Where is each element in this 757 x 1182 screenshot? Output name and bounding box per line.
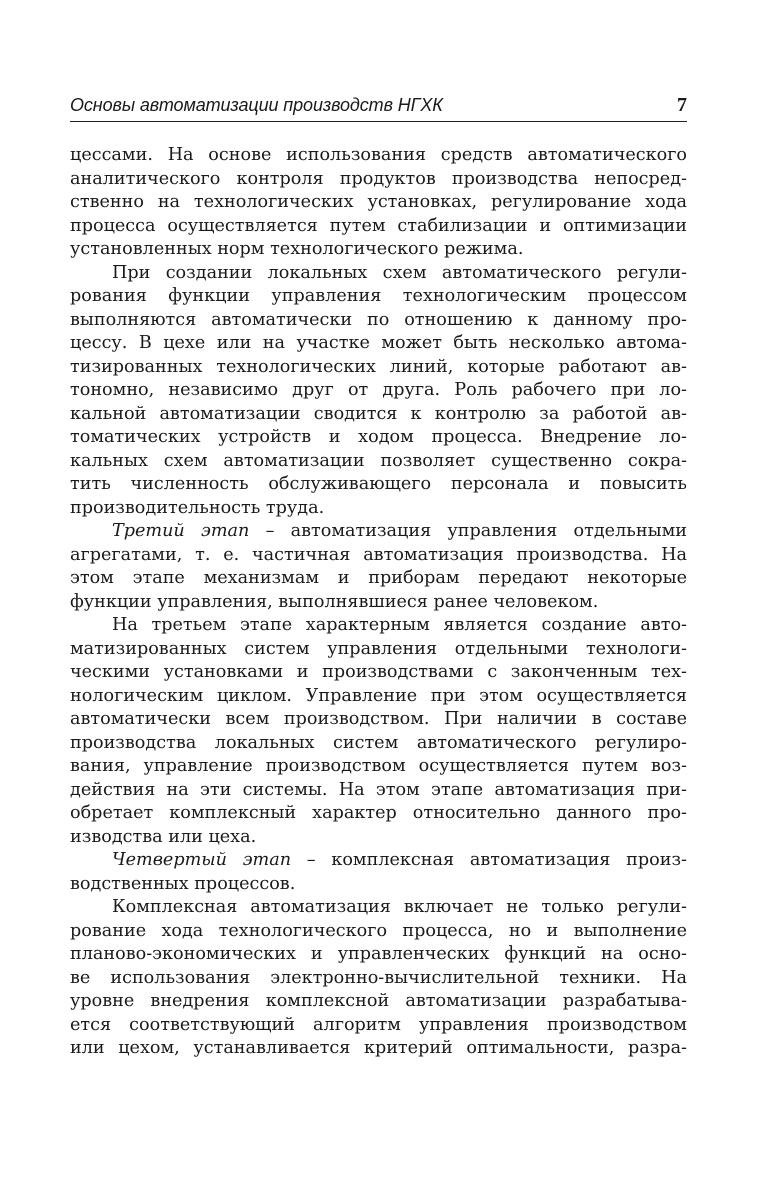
text-line: цессу. В цехе или на участке может быть несколько автома-	[70, 333, 687, 353]
text-line: вания, управление производством осуществляется путем воз-	[70, 756, 687, 776]
text-line: томатических устройств и ходом процесса. Внедрение ло-	[70, 427, 687, 447]
body-text	[70, 144, 687, 1061]
text-line: нологическим циклом. Управление при этом осуществляется	[70, 685, 687, 706]
running-title: Основы автоматизации производств НГХК	[70, 95, 443, 115]
text-line: изводства или цеха.	[70, 826, 257, 847]
stage-term: Четвертый этап	[112, 850, 292, 870]
text-line: рование хода технологического процесса, но и выполнение	[70, 920, 687, 941]
text-fragment: – комплексная автоматизация произ-	[291, 850, 687, 870]
text-line: тономно, независимо друг от друга. Роль рабочего при ло-	[70, 380, 687, 400]
page-number: 7	[677, 94, 687, 116]
text-line: Комплексная автоматизация включает не только регули-	[112, 897, 687, 917]
text-line: действия на эти системы. На этом этапе автоматизация при-	[70, 779, 687, 800]
text-line: аналитического контроля продуктов производства непосред-	[70, 168, 687, 189]
text-line	[70, 520, 687, 544]
text-line: матизированных систем управления отдельными технологи-	[70, 638, 687, 659]
paragraph	[70, 849, 687, 896]
text-line: цессами. На основе использования средств автоматического	[70, 145, 687, 165]
text-line: ственно на технологических установках, регулирование хода	[70, 192, 687, 212]
text-line: установленных норм технологического режима.	[70, 239, 524, 259]
text-fragment: – автоматизация управления отдельными	[249, 521, 687, 541]
text-line: рования функции управления технологическим процессом	[70, 286, 687, 306]
text-line: обретает комплексный характер относительно данного про-	[70, 803, 687, 823]
text-line: производительность труда.	[70, 497, 325, 518]
paragraph	[70, 614, 687, 849]
stage-term: Третий этап	[112, 521, 250, 541]
paragraph	[70, 896, 687, 1061]
text-line: этом этапе механизмам и приборам передают некоторые	[70, 568, 687, 588]
text-line: ве использования электронно-вычислительной техники. На	[70, 967, 687, 988]
text-line: тизированных технологических линий, которые работают ав-	[70, 356, 687, 377]
text-line: автоматически всем производством. При наличии в составе	[70, 709, 687, 729]
text-line: При создании локальных схем автоматического регули-	[112, 262, 687, 283]
text-line: ется соответствующий алгоритм управления производством	[70, 1014, 687, 1035]
text-line: выполняются автоматически по отношению к данному про-	[70, 309, 687, 330]
text-line: функции управления, выполнявшиеся ранее человеком.	[70, 591, 599, 612]
text-line: производства локальных систем автоматического регулиро-	[70, 732, 687, 753]
text-line: На третьем этапе характерным является создание авто-	[112, 615, 687, 635]
text-line: уровне внедрения комплексной автоматизации разрабатыва-	[70, 991, 687, 1011]
text-line: водственных процессов.	[70, 873, 296, 894]
text-line: кальных схем автоматизации позволяет существенно сокра-	[70, 450, 687, 471]
paragraph	[70, 262, 687, 521]
text-line: планово-экономических и управленческих функций на осно-	[70, 944, 687, 964]
paragraph	[70, 520, 687, 614]
text-line: кальной автоматизации сводится к контролю за работой ав-	[70, 403, 687, 424]
text-line	[70, 849, 687, 873]
text-line: ческими установками и производствами с законченным тех-	[70, 662, 687, 682]
text-line: процесса осуществляется путем стабилизации и оптимизации	[70, 215, 687, 236]
text-line: агрегатами, т. е. частичная автоматизация производства. На	[70, 544, 687, 565]
paragraph	[70, 144, 687, 262]
text-line: тить численность обслуживающего персонала и повысить	[70, 474, 687, 494]
text-line: или цехом, устанавливается критерий оптимальности, разра-	[70, 1038, 687, 1058]
running-header	[70, 93, 687, 122]
